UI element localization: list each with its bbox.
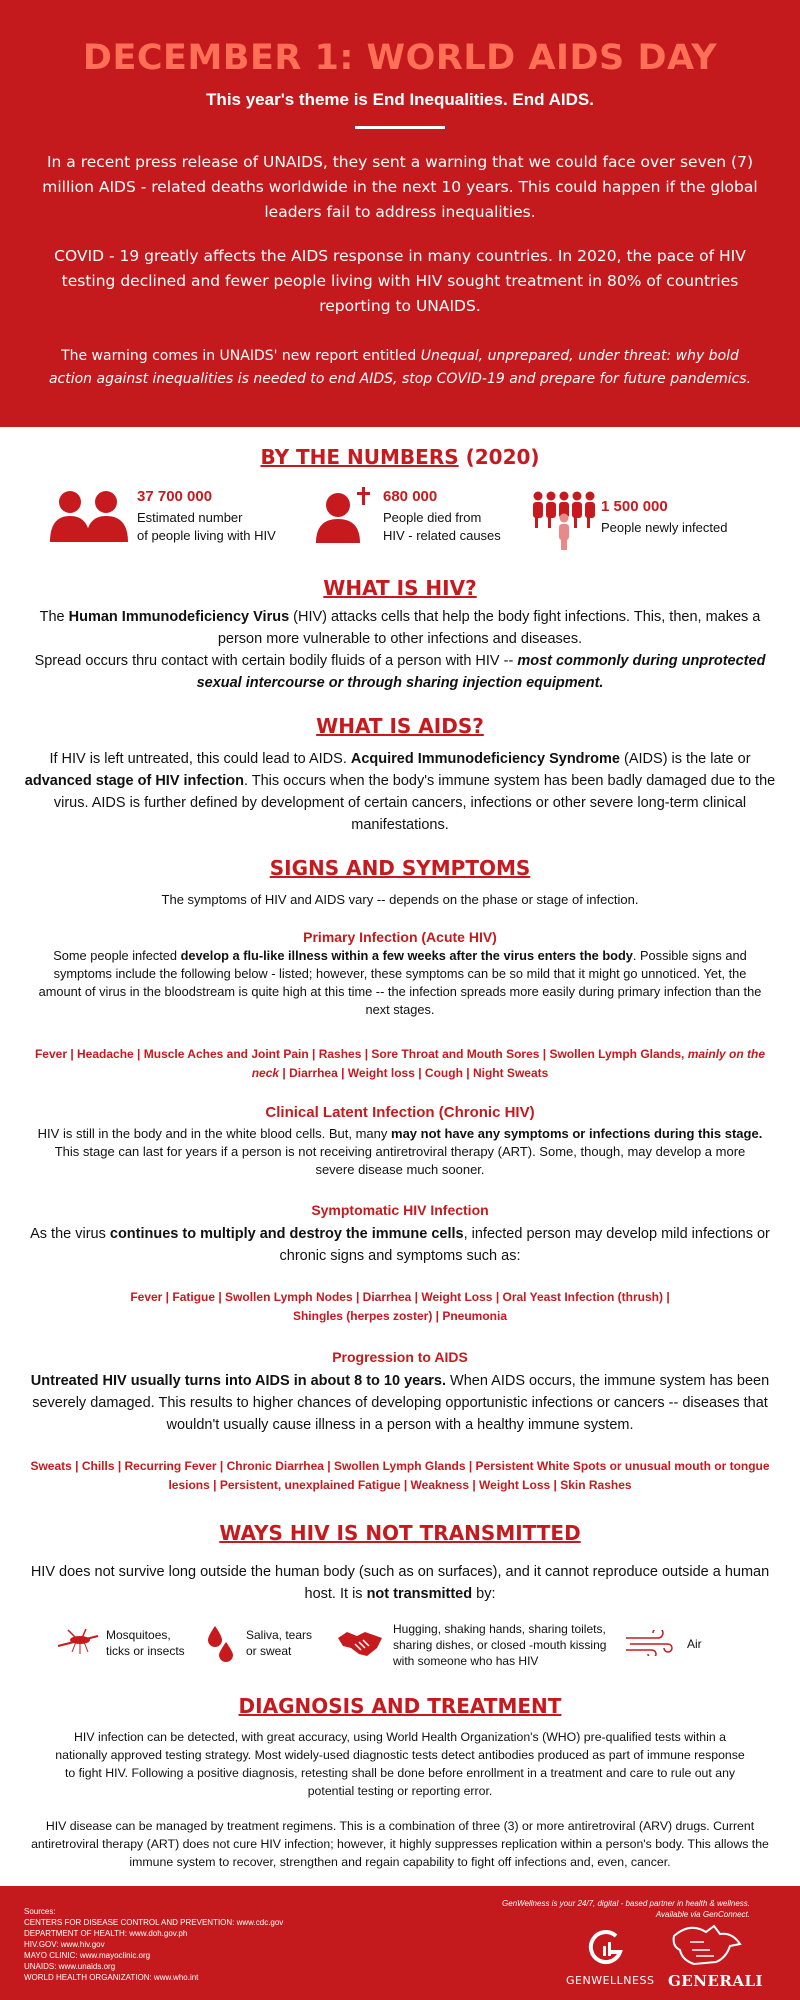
genwellness-logo-icon — [586, 1928, 626, 1968]
progression-symptoms: Sweats | Chills | Recurring Fever | Chronic Diarrhea | Swollen Lymph Glands | Persistent White Spots or unusual mouth or tongue lesions | Persistent, unexplained Fatigue | Weakness | Weight Loss | Skin Rashes — [30, 1459, 770, 1492]
latent-infection-text: HIV is still in the body and in the white blood cells. But, many may not have any symptoms or infections during this stage. This stage can last for years if a person is not receiving antiretroviral therapy (ART). Some, though, may develop a more severe disease much sooner. — [37, 1126, 763, 1177]
source-doh[interactable]: DEPARTMENT OF HEALTH: www.doh.gov.ph — [24, 1929, 188, 1938]
source-who[interactable]: WORLD HEALTH ORGANIZATION: www.who.int — [24, 1973, 199, 1982]
numbers-heading: BY THE NUMBERS (2020) — [260, 445, 540, 469]
sources-list: Sources: CENTERS FOR DISEASE CONTROL AND PREVENTION: www.cdc.gov DEPARTMENT OF HEALTH: www.doh.gov.ph HIV.GOV: www.hiv.gov MAYO CLINIC: www.mayoclinic.org UNAIDS: www.unaids.org WORLD HEALTH ORGANIZATION: www.who.int — [24, 1907, 284, 1982]
source-hivgov[interactable]: HIV.GOV: www.hiv.gov — [24, 1940, 105, 1949]
theme-subtitle: This year's theme is End Inequalities. End AIDS. — [206, 90, 594, 109]
source-mayo[interactable]: MAYO CLINIC: www.mayoclinic.org — [24, 1951, 151, 1960]
signs-intro: The symptoms of HIV and AIDS vary -- depends on the phase or stage of infection. — [161, 892, 639, 907]
footer — [0, 1886, 800, 2000]
page-title: DECEMBER 1: WORLD AIDS DAY — [82, 38, 718, 78]
hiv-paragraph: The Human Immunodeficiency Virus (HIV) attacks cells that help the body fight infections. This, then, makes a person more vulnerable to other infections and diseases. Spread occurs thru contact with certain bodily fluids of a person with HIV -- most commonly during unprotected sexual intercourse or through sharing injection equipment. — [34, 609, 766, 691]
generali-logo: GENERALI — [668, 1972, 764, 1990]
aids-heading: WHAT IS AIDS? — [316, 714, 484, 738]
intro-paragraph-3: The warning comes in UNAIDS' new report entitled Unequal, unprepared, under threat: why bold action against inequalities is needed to end AIDS, stop COVID-19 and prepare for future pandemics. — [48, 348, 752, 387]
stat-died: 680 000 People died from HIV - related causes — [383, 488, 501, 543]
primary-infection-title: Primary Infection (Acute HIV) — [303, 929, 497, 945]
handshake-icon — [337, 1628, 383, 1658]
latent-infection-title: Clinical Latent Infection (Chronic HIV) — [265, 1104, 535, 1121]
air-icon — [624, 1630, 674, 1656]
not-transmitted-air: Air — [687, 1637, 702, 1651]
intro-paragraph-2: COVID - 19 greatly affects the AIDS response in many countries. In 2020, the pace of HIV testing declined and fewer people living with HIV sought treatment in 80% of countries reporting to UNAIDS. — [54, 247, 746, 315]
not-transmitted-fluids: Saliva, tears or sweat — [246, 1628, 313, 1658]
primary-symptoms: Fever | Headache | Muscle Aches and Joint Pain | Rashes | Sore Throat and Mouth Sores | Swollen Lymph Glands, mainly on the neck | Diarrhea | Weight loss | Cough | Night Sweats — [34, 1047, 766, 1080]
symptomatic-title: Symptomatic HIV Infection — [311, 1202, 489, 1218]
progression-title: Progression to AIDS — [332, 1349, 468, 1365]
crowd-icon — [532, 490, 598, 552]
source-cdc[interactable]: CENTERS FOR DISEASE CONTROL AND PREVENTION: www.cdc.gov — [24, 1918, 284, 1927]
diagnosis-paragraph: HIV infection can be detected, with great accuracy, using World Health Organization's (WHO) pre-qualified tests within a nationally approved testing strategy. Most widely-used diagnostic tests detect antibodies produced as part of immune response to fight HIV. Following a positive diagnosis, retesting shall be done before enrollment in a treatment and care to rule out any potential testing or reporting error. — [55, 1730, 745, 1798]
signs-heading: SIGNS AND SYMPTOMS — [269, 856, 531, 880]
symptomatic-symptoms: Fever | Fatigue | Swollen Lymph Nodes | Diarrhea | Weight Loss | Oral Yeast Infection (thrush) | Shingles (herpes zoster) | Pneumonia — [130, 1290, 670, 1323]
not-transmitted-text: HIV does not survive long outside the human body (such as on surfaces), and it cannot reproduce outside a human host. It is not transmitted by: — [30, 1564, 770, 1602]
mosquito-icon — [56, 1628, 100, 1656]
stat-newly-infected: 1 500 000 People newly infected — [601, 498, 728, 535]
aids-paragraph: If HIV is left untreated, this could lead to AIDS. Acquired Immunodeficiency Syndrome (AIDS) is the late or advanced stage of HIV infection. This occurs when the body's immune system has been badly damaged due to the virus. AIDS is further defined by development of certain cancers, infections or other severe long-term clinical manifestations. — [24, 751, 776, 833]
diagnosis-heading: DIAGNOSIS AND TREATMENT — [238, 1694, 562, 1718]
source-unaids[interactable]: UNAIDS: www.unaids.org — [24, 1962, 116, 1971]
progression-text: Untreated HIV usually turns into AIDS in about 8 to 10 years. When AIDS occurs, the immune system has been severely damaged. This results to higher chances of developing opportunistic infections or cancers -- diseases that wouldn't usually cause illness in a person with a healthy immune system. — [30, 1373, 770, 1433]
symptomatic-text: As the virus continues to multiply and destroy the immune cells, infected person may develop mild infections or chronic signs and symptoms such as: — [30, 1226, 770, 1264]
generali-lion-icon — [670, 1922, 742, 1968]
people-icon — [48, 488, 130, 544]
intro-paragraph-1: In a recent press release of UNAIDS, they sent a warning that we could face over seven (7) million AIDS - related deaths worldwide in the next 10 years. This could happen if the global leaders fail to address inequalities. — [42, 153, 758, 221]
drops-icon — [206, 1624, 236, 1664]
hiv-heading: WHAT IS HIV? — [323, 576, 477, 600]
tagline: GenWellness is your 24/7, digital - based partner in health & wellness. Available via GenConnect. — [502, 1899, 750, 1919]
treatment-paragraph: HIV disease can be managed by treatment regimens. This is a combination of three (3) or more antiretroviral (ARV) drugs. Current antiretroviral therapy (ART) does not cure HIV infection; however, it highly suppresses replication within a person's body. This allows the immune system to recover, strengthen and regain capability to fight off infections and, even, cancer. — [31, 1819, 769, 1869]
stat-living: 37 700 000 Estimated number of people living with HIV — [137, 488, 276, 543]
not-transmitted-insects: Mosquitoes, ticks or insects — [106, 1628, 185, 1658]
not-transmitted-heading: WAYS HIV IS NOT TRANSMITTED — [219, 1521, 581, 1545]
hero-banner — [0, 0, 800, 427]
genwellness-logo: GENWELLNESS — [566, 1974, 655, 1987]
primary-infection-text: Some people infected develop a flu-like illness within a few weeks after the virus enters the body. Possible signs and symptoms include the following below - listed; however, these symptoms can be so mild that it might go unnoticed. Yet, the amount of virus in the bloodstream is quite high at this time -- the infection spreads more easily during primary infection than the next stages. — [38, 948, 762, 1017]
not-transmitted-contact: Hugging, shaking hands, sharing toilets, sharing dishes, or closed -mouth kissing with someone who has HIV — [393, 1622, 607, 1668]
divider — [355, 126, 445, 129]
person-cross-icon — [316, 485, 372, 545]
